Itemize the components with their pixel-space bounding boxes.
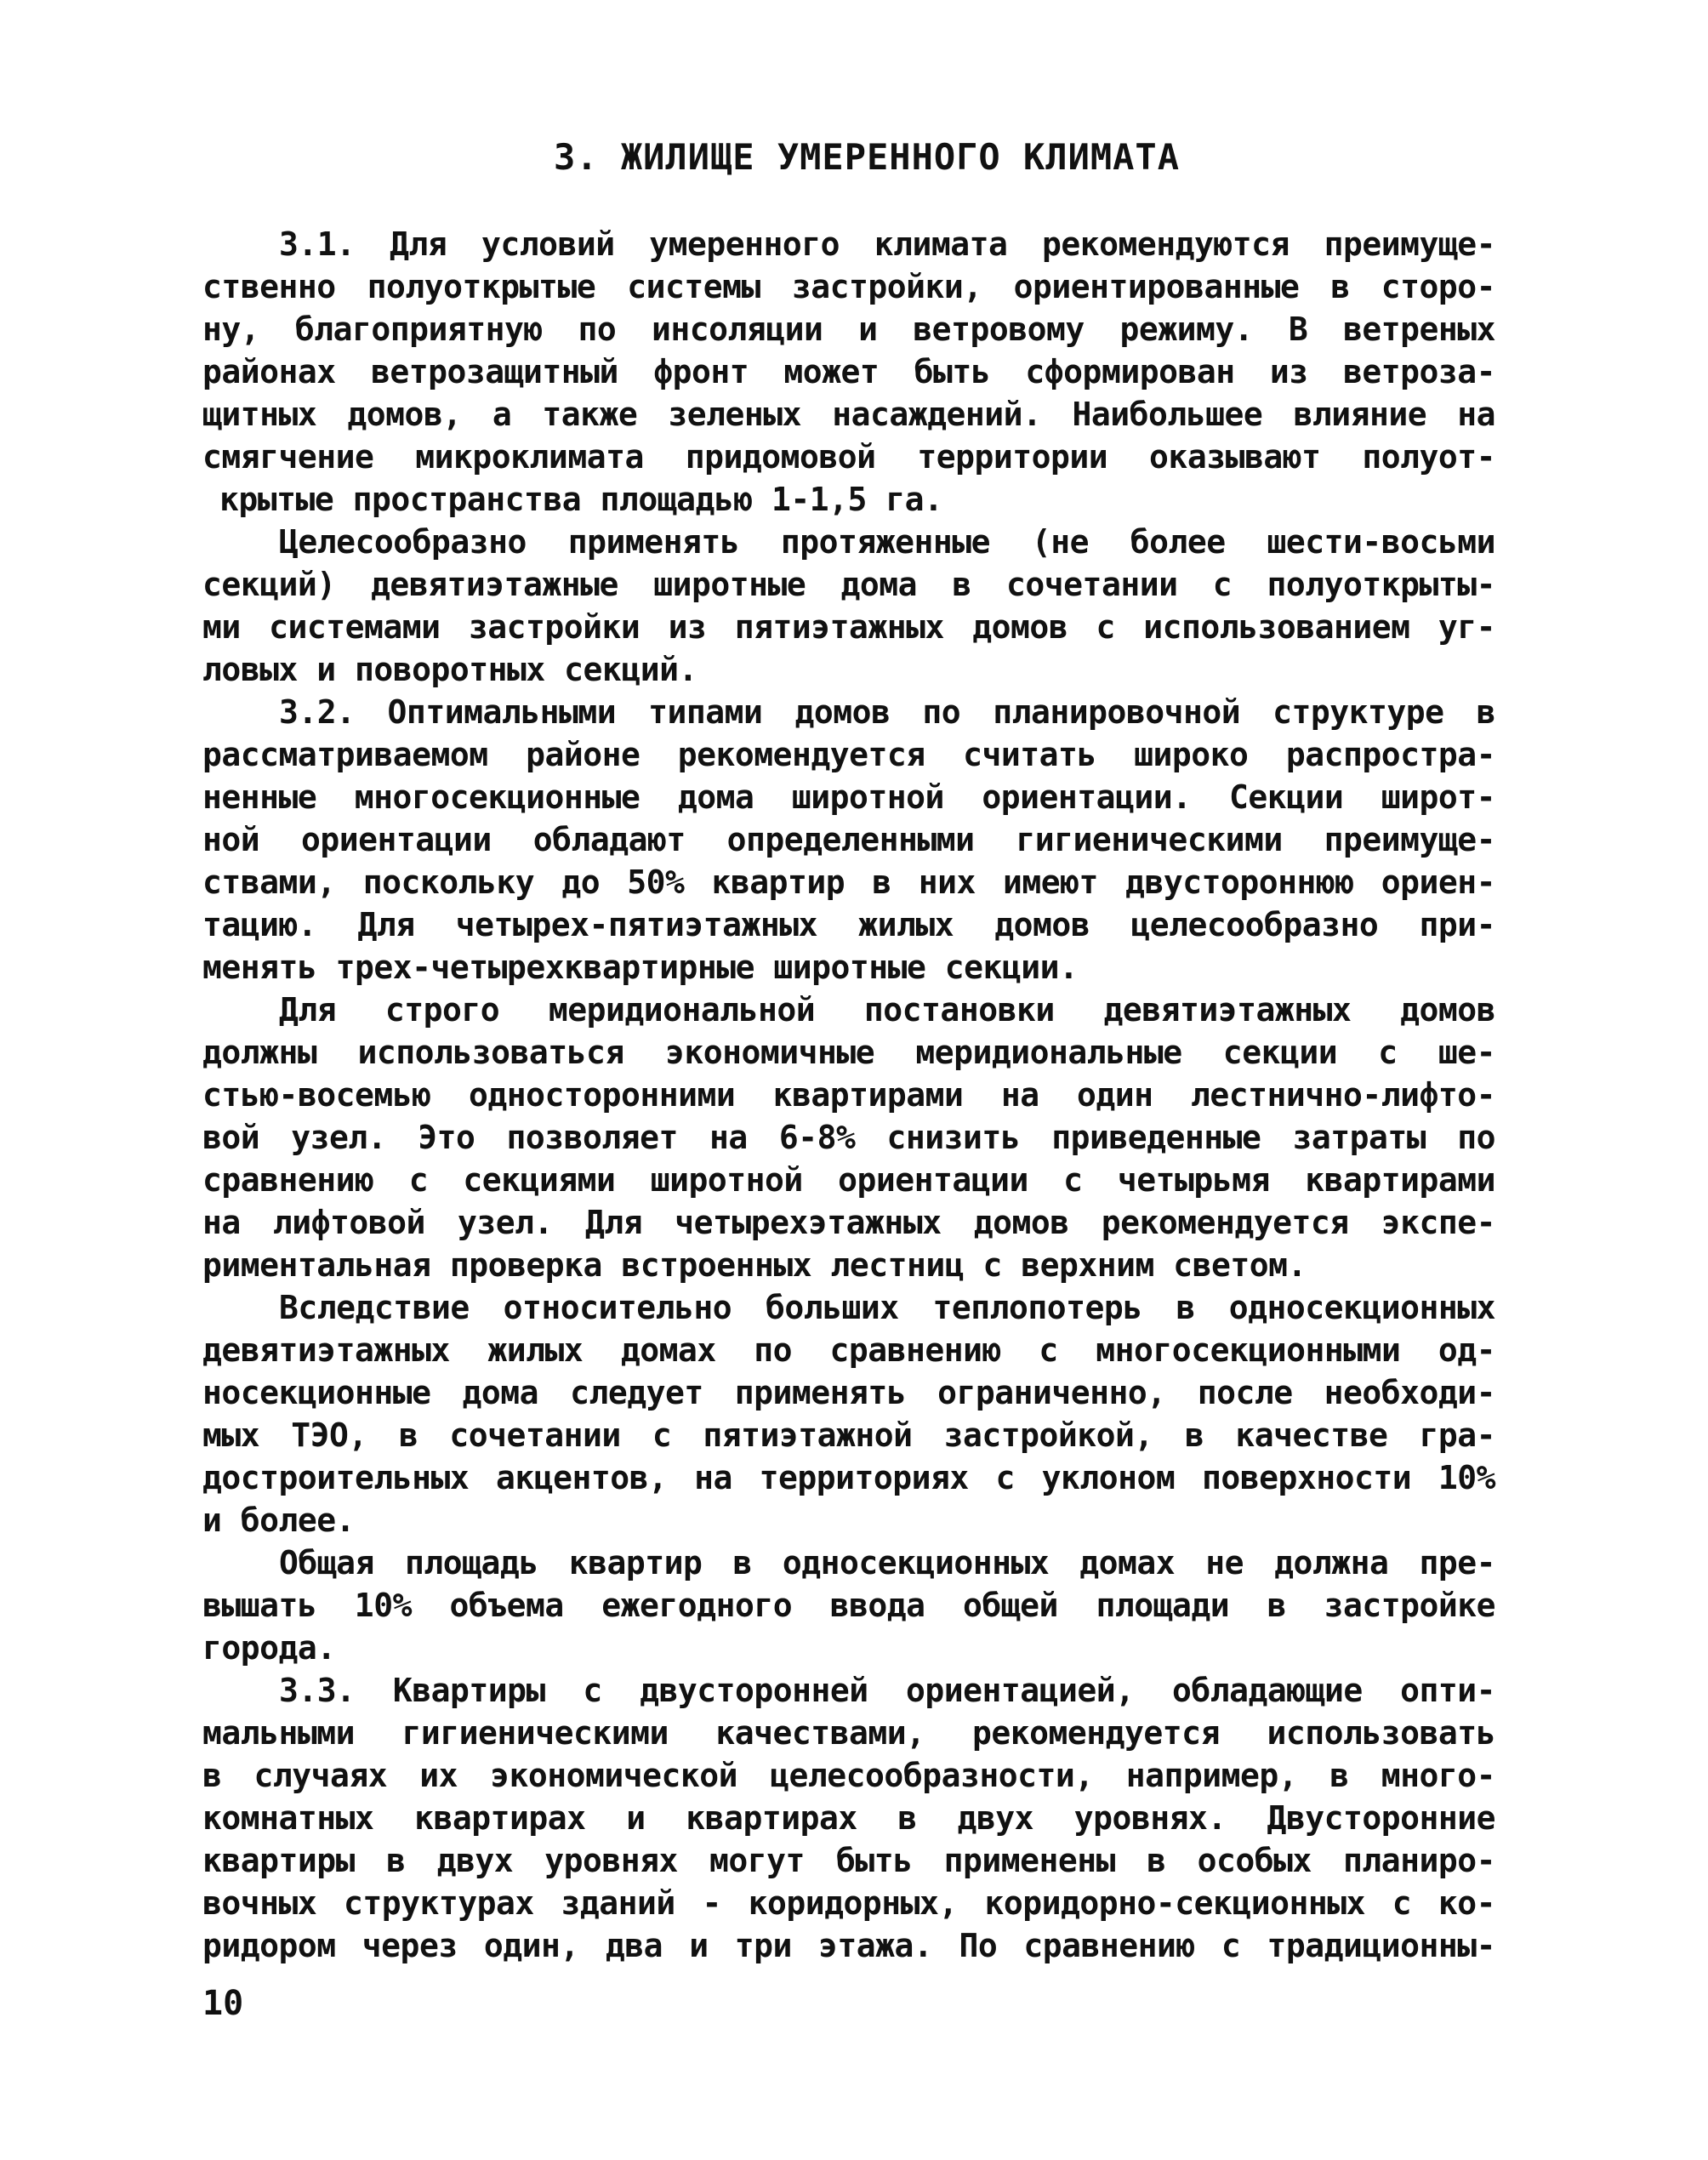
text-line: достроительных акцентов, на территориях с уклоном поверхности 10% <box>202 1459 1495 1496</box>
text-line: девятиэтажных жилых домах по сравнению с многосекционными од- <box>202 1331 1495 1369</box>
text-line: смягчение микроклимата придомовой территории оказывают полуот- <box>202 438 1495 476</box>
text-line: районах ветрозащитный фронт может быть сформирован из ветроза- <box>202 353 1495 390</box>
text-line: в случаях их экономической целесообразности, например, в много- <box>202 1757 1495 1794</box>
text-line: сравнению с секциями широтной ориентации с четырьмя квартирами <box>202 1161 1495 1199</box>
text-line: 3.2. Оптимальными типами домов по планировочной структуре в <box>279 693 1495 731</box>
text-line: ну, благоприятную по инсоляции и ветровому режиму. В ветреных <box>202 311 1495 348</box>
text-line: тацию. Для четырех-пятиэтажных жилых домов целесообразно при- <box>202 906 1495 943</box>
text-line: города. <box>202 1629 336 1667</box>
text-line: должны использоваться экономичные меридиональные секции с ше- <box>202 1034 1495 1071</box>
page-number: 10 <box>202 1984 244 2023</box>
text-line: ственно полуоткрытые системы застройки, ориентированные в сторо- <box>202 268 1495 305</box>
text-line: щитных домов, а также зеленых насаждений. Наибольшее влияние на <box>202 396 1495 433</box>
text-line: ненные многосекционные дома широтной ориентации. Секции широт- <box>202 778 1495 816</box>
text-line: мых ТЭО, в сочетании с пятиэтажной застройкой, в качестве гра- <box>202 1416 1495 1454</box>
text-line: носекционные дома следует применять ограниченно, после необходи- <box>202 1374 1495 1411</box>
text-line: 3.1. Для условий умеренного климата рекомендуются преимуще- <box>279 225 1495 263</box>
text-line: секций) девятиэтажные широтные дома в сочетании с полуоткрыты- <box>202 566 1495 603</box>
text-line: Общая площадь квартир в односекционных домах не должна пре- <box>279 1544 1495 1582</box>
text-line: крытые пространства площадью 1-1,5 га. <box>219 481 943 518</box>
text-line: ной ориентации обладают определенными гигиеническими преимуще- <box>202 821 1495 858</box>
text-line: вышать 10% объема ежегодного ввода общей площади в застройке <box>202 1587 1495 1624</box>
text-line: ловых и поворотных секций. <box>202 651 697 688</box>
text-line: Целесообразно применять протяженные (не более шести-восьми <box>279 523 1495 561</box>
text-line: Для строго меридиональной постановки девятиэтажных домов <box>279 991 1495 1029</box>
text-line: рассматриваемом районе рекомендуется считать широко распростра- <box>202 736 1495 773</box>
text-line: и более. <box>202 1502 356 1539</box>
text-line: на лифтовой узел. Для четырехэтажных домов рекомендуется экспе- <box>202 1204 1495 1241</box>
section-heading: 3. ЖИЛИЩЕ УМЕРЕННОГО КЛИМАТА <box>553 136 1180 178</box>
text-line: квартиры в двух уровнях могут быть применены в особых планиро- <box>202 1842 1495 1879</box>
body-text <box>202 223 1495 1967</box>
text-line: Вследствие относительно больших теплопотерь в односекционных <box>279 1289 1495 1326</box>
text-line: 3.3. Квартиры с двусторонней ориентацией, обладающие опти- <box>279 1672 1495 1709</box>
text-line: ствами, поскольку до 50% квартир в них имеют двустороннюю ориен- <box>202 863 1495 901</box>
text-line: комнатных квартирах и квартирах в двух уровнях. Двусторонние <box>202 1799 1495 1837</box>
text-line: стью-восемью односторонними квартирами на один лестнично-лифто- <box>202 1076 1495 1114</box>
text-line: ми системами застройки из пятиэтажных домов с использованием уг- <box>202 608 1495 646</box>
text-line: вочных структурах зданий - коридорных, коридорно-секционных с ко- <box>202 1884 1495 1922</box>
text-line: риментальная проверка встроенных лестниц с верхним светом. <box>202 1246 1307 1284</box>
text-line: ридором через один, два и три этажа. По сравнению с традиционны- <box>202 1927 1495 1964</box>
text-line: мальными гигиеническими качествами, рекомендуется использовать <box>202 1714 1495 1752</box>
text-line: вой узел. Это позволяет на 6-8% снизить приведенные затраты по <box>202 1119 1495 1156</box>
text-line: менять трех-четырехквартирные широтные секции. <box>202 949 1079 986</box>
